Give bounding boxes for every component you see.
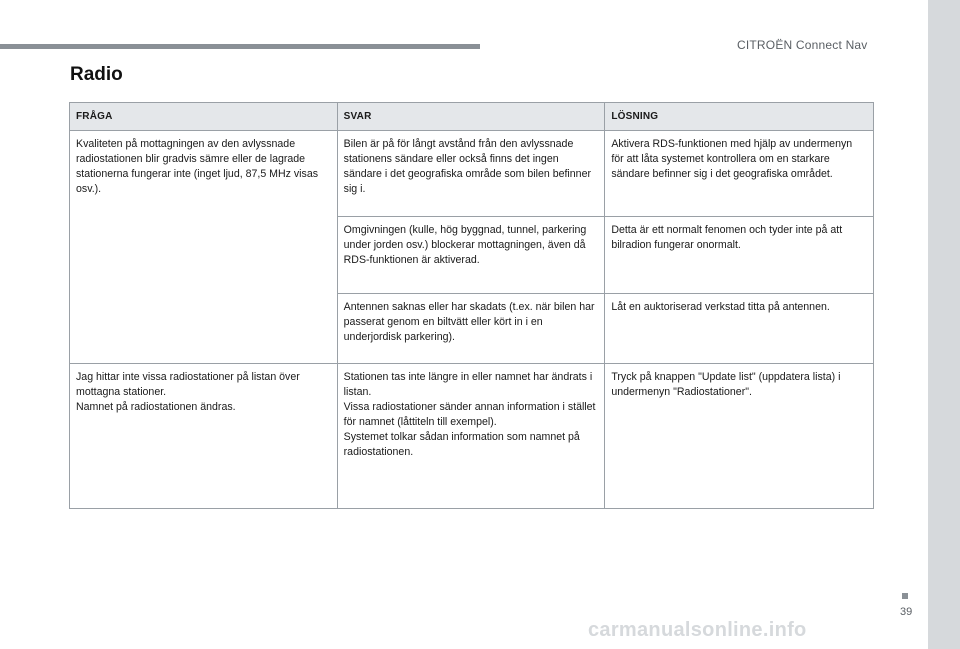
answer-cell: Stationen tas inte längre in eller namnet har ändrats i listan. Vissa radiostationer sänder annan information i stället för namnet (låttiteln till exempel). Systemet tolkar sådan information som namnet på radiostationen. [337, 364, 605, 509]
answer-cell: Bilen är på för långt avstånd från den avlyssnade stationens sändare eller också finns det ingen sändare i det geografiska område som bilen befinner sig i. [337, 131, 605, 217]
question-cell: Kvaliteten på mottagningen av den avlyssnade radiostationen blir gradvis sämre eller de lagrade stationerna fungerar inte (inget ljud, 87,5 MHz visas osv.). [70, 131, 338, 364]
solution-cell: Låt en auktoriserad verkstad titta på antennen. [605, 294, 874, 364]
solution-cell: Tryck på knappen "Update list" (uppdatera lista) i undermenyn "Radiostationer". [605, 364, 874, 509]
page-sidebar [928, 0, 960, 649]
page-marker [902, 593, 908, 599]
solution-cell: Detta är ett normalt fenomen och tyder inte på att bilradion fungerar onormalt. [605, 217, 874, 294]
question-cell: Jag hittar inte vissa radiostationer på listan över mottagna stationer. Namnet på radiostationen ändras. [70, 364, 338, 509]
column-header-answer: SVAR [337, 103, 605, 131]
table-header-row [70, 103, 874, 131]
header-rule [0, 44, 480, 49]
brand-label: CITROËN Connect Nav [737, 38, 868, 52]
answer-cell: Omgivningen (kulle, hög byggnad, tunnel, parkering under jorden osv.) blockerar mottagningen, även då RDS-funktionen är aktiverad. [337, 217, 605, 294]
solution-cell: Aktivera RDS-funktionen med hjälp av undermenyn för att låta systemet kontrollera om en starkare sändare befinner sig i det geografiska området. [605, 131, 874, 217]
answer-cell: Antennen saknas eller har skadats (t.ex. när bilen har passerat genom en biltvätt eller kört in i en underjordisk parkering). [337, 294, 605, 364]
column-header-question: FRÅGA [70, 103, 338, 131]
page-title: Radio [70, 64, 123, 85]
table-row [70, 131, 874, 217]
page-number: 39 [900, 606, 913, 618]
watermark: carmanualsonline.info [588, 619, 807, 641]
column-header-solution: LÖSNING [605, 103, 874, 131]
troubleshooting-table [69, 102, 874, 509]
table-row [70, 364, 874, 509]
